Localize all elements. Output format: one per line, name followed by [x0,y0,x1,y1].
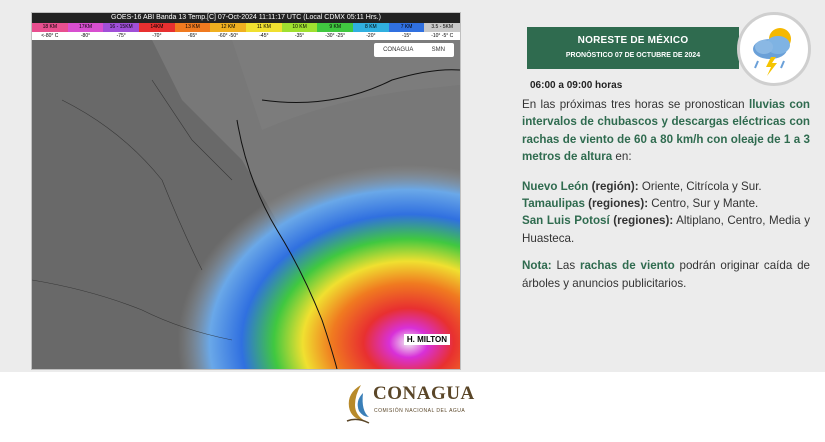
forecast-note [522,257,810,292]
scale-seg: -45° [259,33,269,39]
scale-seg: -70° [152,33,162,39]
scale-seg: 8 KM [353,23,389,32]
scale-seg: 17KM [68,23,104,32]
scale-seg: -80° [80,33,91,39]
footer-subtitle: COMISIÓN NACIONAL DEL AGUA [374,408,466,414]
region-kind: (región): [588,179,639,193]
region-tamaulipas [522,195,810,212]
note-text-end: podrán originar caída de árboles y anuncios publicitarios. [522,259,810,290]
region-title: NORESTE DE MÉXICO [577,35,689,46]
storm-label: H. MILTON [404,334,450,345]
conagua-emblem-icon [343,381,373,425]
satellite-map [32,40,460,369]
scale-seg: 18 KM [32,23,68,32]
scale-seg: -10° -5° C [431,33,454,39]
satellite-header [32,13,460,23]
note-highlight: rachas de viento [579,259,675,273]
state-name: San Luis Potosí [522,214,610,228]
forecast-intro [522,96,810,166]
intro-text: En las próximas tres horas se pronostican [522,98,749,111]
scale-seg: 11 KM [246,23,282,32]
footer-brand: CONAGUA [373,383,475,404]
intro-highlight: lluvias con intervalos de chubascos y descargas eléctricas con rachas de viento de 60 a 80 km/h con oleaje de 1 a 3 metros de altura [522,98,811,164]
scale-seg: 9 KM [317,23,353,32]
forecast-period: 06:00 a 09:00 horas [530,80,623,91]
state-name: Tamaulipas [522,197,585,211]
scale-seg: -30° -25° [325,33,346,39]
region-list: Centro, Sur y Mante. [648,197,759,211]
temperature-scale-km [32,23,460,32]
conagua-logo [343,381,483,429]
scale-seg: 10 KM [282,23,318,32]
scale-seg: 7 KM [389,23,425,32]
note-text: Las [551,259,580,273]
intro-end: en: [612,150,632,164]
scale-seg: 12 KM [210,23,246,32]
scale-seg: -15° [401,33,412,39]
smn-logo: SMN [431,47,445,53]
region-kind: (regiones): [584,197,649,211]
scale-seg: -65° [187,33,198,39]
region-list: Altiplano, Centro, Media y Huasteca. [522,214,810,245]
scale-seg: -60° -50° [218,33,239,39]
satellite-logos [374,43,454,57]
state-name: Nuevo León [522,179,589,193]
scale-seg: 3.5 - 5KM [424,23,460,32]
scale-seg: 14KM [139,23,175,32]
satellite-header-text: GOES-16 ABI Banda 13 Temp.[C] 07-Oct-2024 11:11:17 UTC (Local CDMX 05:11 Hrs.) [111,14,381,21]
scale-seg: 13 KM [175,23,211,32]
region-nuevo-leon [522,178,810,195]
scale-seg: -35° [294,33,305,39]
region-list: Oriente, Citrícola y Sur. [638,179,762,193]
temperature-scale-c [32,32,460,40]
forecast-title-bar [527,27,739,69]
scale-seg: -75° [116,33,126,39]
region-kind: (regiones): [609,214,674,228]
scale-seg: -20° [366,33,376,39]
conagua-small-logo: CONAGUA [383,47,414,53]
satellite-image [31,12,461,370]
forecast-body [522,96,810,292]
forecast-date: PRONÓSTICO 07 DE OCTUBRE DE 2024 [565,52,701,59]
storm-weather-icon [737,12,811,86]
scale-seg: <-80° C [41,33,59,39]
note-label: Nota: [522,259,552,273]
scale-seg: 16 - 15KM [103,23,139,32]
region-san-luis-potosi [522,212,810,247]
